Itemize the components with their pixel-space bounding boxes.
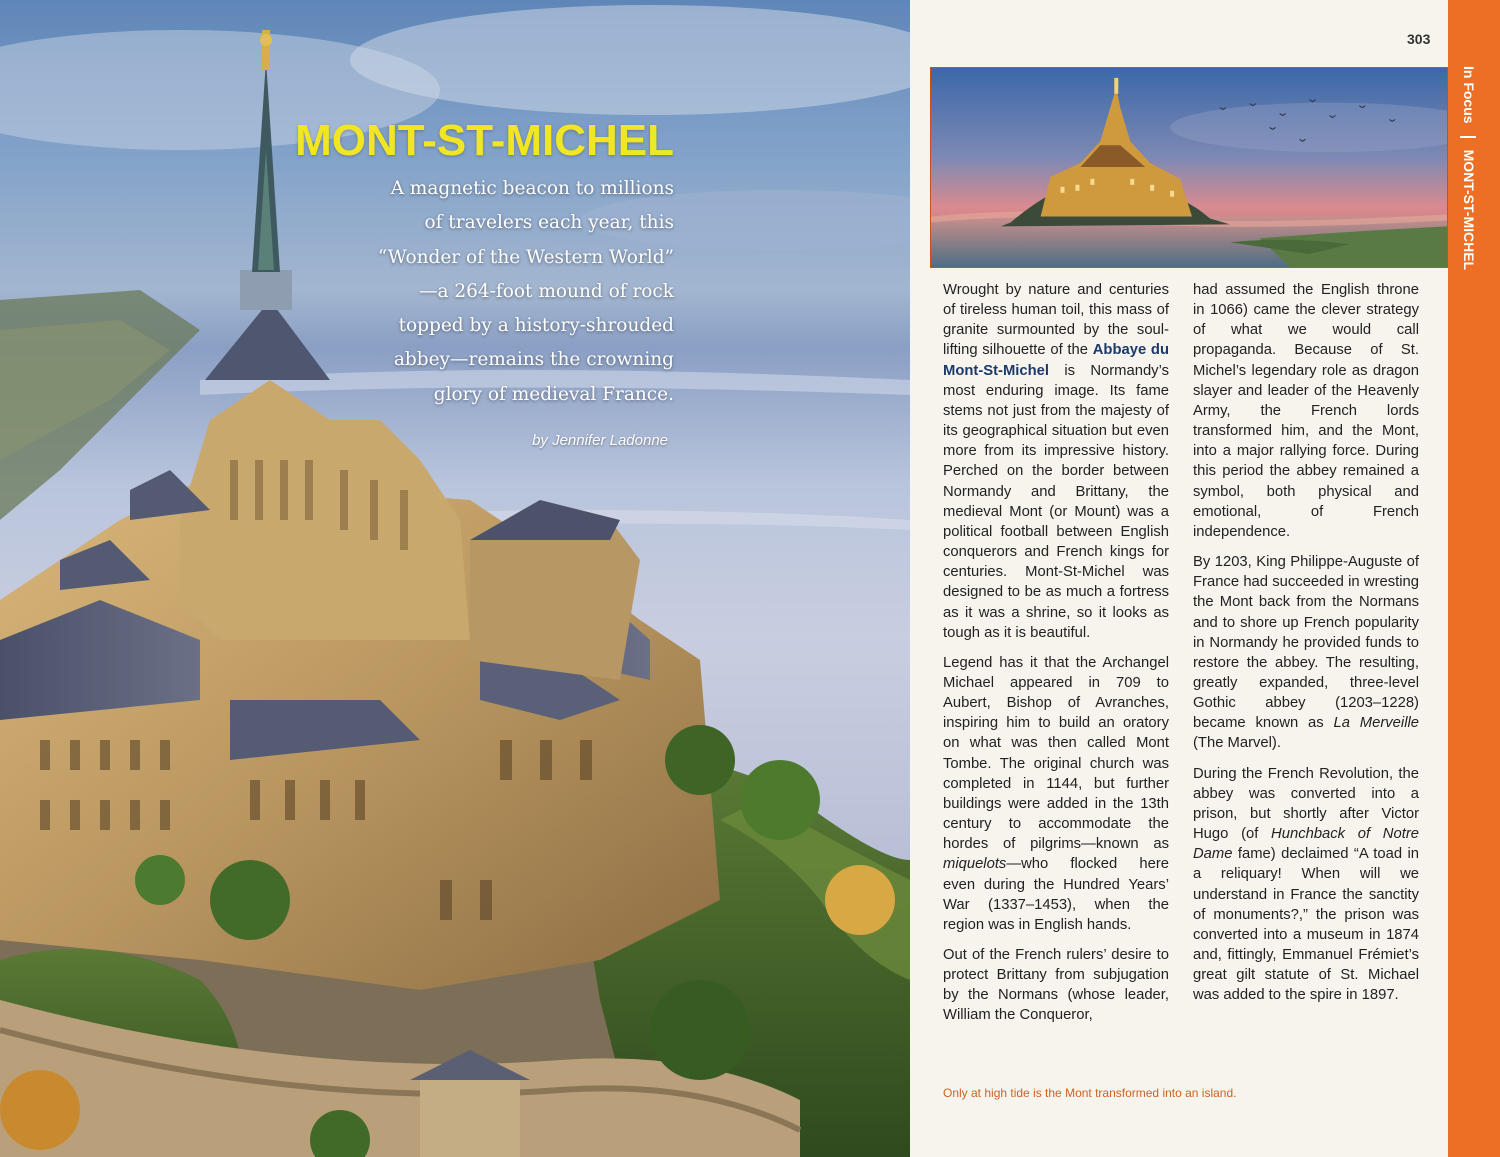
body-paragraph xyxy=(1193,764,1419,1006)
body-paragraph xyxy=(943,280,1169,643)
dek-line: topped by a history-shrouded xyxy=(398,315,674,337)
body-column-left xyxy=(943,280,1169,1036)
dek-line: —a 264-foot mound of rock xyxy=(418,280,674,302)
text-run: During the French Revolution, the abbey was converted into a prison, but shortly after Victor Hugo (of xyxy=(1193,765,1419,843)
body-paragraph xyxy=(943,653,1169,935)
dek-line: A magnetic beacon to millions xyxy=(390,178,674,199)
page-number: 303 xyxy=(1407,31,1431,47)
right-text-page xyxy=(910,0,1500,1157)
body-paragraph xyxy=(1193,552,1419,754)
tab-divider xyxy=(1460,136,1476,138)
italic-term: miquelots xyxy=(943,856,1007,873)
text-run: (The Marvel). xyxy=(1193,735,1281,752)
body-column-right xyxy=(1193,280,1419,1036)
body-paragraph: had assumed the English throne in 1066) came the clever strategy of what we would call propaganda. Because of St. Michel’s legendary role as dragon slayer and leader of the Heavenly Army, the French lords transformed him, and the Mont, into a major rallying force. During this period the abbey remained a symbol, both physical and emotional, of French independence. xyxy=(1193,282,1419,540)
text-run: By 1203, King Philippe-Auguste of France had succeeded in wresting the Mont back from the Normans and to shore up French popularity in Normandy he provided funds to restore the abbey. The resulting, greatly expanded, three-level Gothic abbey (1203–1228) became known as xyxy=(1193,554,1419,732)
photo-caption: Only at high tide is the Mont transformed into an island. xyxy=(943,1086,1237,1100)
dek-line: “Wonder of the Western World” xyxy=(377,246,674,268)
dek-line: glory of medieval France. xyxy=(433,383,674,405)
body-paragraph: Out of the French rulers’ desire to protect Brittany from subjugation by the Normans (whose leader, William the Conqueror, xyxy=(943,947,1169,1024)
mont-at-high-tide-photo xyxy=(931,68,1447,267)
section-label: In Focus xyxy=(1461,66,1477,124)
text-run: fame) declaimed “A toad in a reliquary! When will we understand in France the sanctity of monuments?,” the prison was converted into a museum in 1874 and, fittingly, Emmanuel Frémiet’s great gilt statute of St. Michael was added to the spire in 1897. xyxy=(1193,846,1419,1004)
text-run: is Normandy’s most enduring image. Its fame stems not just from the majesty of its geographical situation but even more from its impressive history. Perched on the border between Normandy and Brittany, the medieval Mont (or Mount) was a political football between English conquerors and French kings for centuries. Mont-St-Michel was designed to be as much a fortress as it was a shrine, so it looks as tough as it is beautiful. xyxy=(943,362,1169,641)
dek-line: of travelers each year, this xyxy=(424,212,674,234)
topic-label: MONT-ST-MICHEL xyxy=(1461,149,1477,271)
italic-term: Hunchback of Notre Dame xyxy=(1193,826,1419,863)
text-run: Legend has it that the Archangel Michael appeared in 709 to Aubert, Bishop of Avranches, inspiring him to build an oratory on what was then called Mont Tombe. The original church was completed in 1144, but further buildings were added in the 13th century to accommodate the hordes of pilgrims—known as xyxy=(943,654,1169,853)
inset-photo-frame xyxy=(930,67,1448,268)
side-tab-label xyxy=(1457,66,1481,286)
article-body xyxy=(943,280,1419,1036)
article-dek xyxy=(354,172,674,412)
article-title: MONT-ST-MICHEL xyxy=(295,116,674,165)
dek-line: abbey—remains the crowning xyxy=(393,349,674,371)
abbey-name-highlight: Abbaye du Mont-St-Michel xyxy=(943,342,1169,379)
section-side-tab xyxy=(1448,0,1500,1157)
text-run: —who flocked here even during the Hundred Years’ War (1337–1453), when the region was in English hands. xyxy=(943,856,1169,933)
italic-term: La Merveille xyxy=(1333,715,1419,732)
text-run: Wrought by nature and centuries of tireless human toil, this mass of granite surmounted by the soul-lifting silhouette of the xyxy=(943,282,1169,359)
article-byline: by Jennifer Ladonne xyxy=(532,432,668,449)
